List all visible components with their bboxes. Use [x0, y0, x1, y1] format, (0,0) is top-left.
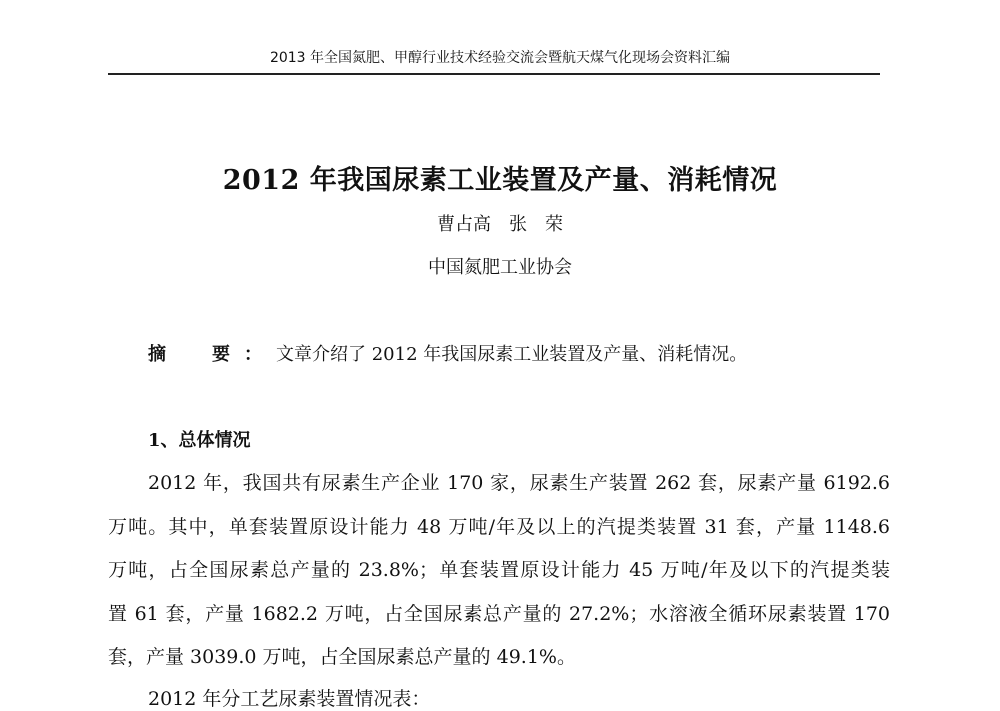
abstract: [148, 340, 747, 366]
paragraph-line: 置 61 套，产量 1682.2 万吨，占全国尿素总产量的 27.2%；水溶液全循环尿素装置 170: [108, 603, 890, 625]
paragraph-line: 套，产量 3039.0 万吨，占全国尿素总产量的 49.1%。: [108, 646, 576, 668]
paragraph-line: 2012 年，我国共有尿素生产企业 170 家，尿素生产装置 262 套，尿素产量 6192.6: [148, 472, 890, 494]
running-header: 2013 年全国氮肥、甲醇行业技术经验交流会暨航天煤气化现场会资料汇编: [269, 50, 731, 66]
table-caption: 2012 年分工艺尿素装置情况表：: [148, 688, 431, 710]
paragraph-line: 万吨。其中，单套装置原设计能力 48 万吨/年及以上的汽提类装置 31 套，产量 1148.6: [108, 516, 890, 538]
section-heading: 1、总体情况: [148, 430, 251, 451]
header-rule: [108, 73, 880, 75]
abstract-text: 文章介绍了 2012 年我国尿素工业装置及产量、消耗情况。: [276, 344, 748, 365]
abstract-label: 摘 要：: [148, 344, 276, 365]
document-title: 2012 年我国尿素工业装置及产量、消耗情况: [222, 165, 778, 196]
paragraph-line: 万吨，占全国尿素总产量的 23.8%；单套装置原设计能力 45 万吨/年及以下的汽提类装: [108, 559, 890, 581]
authors: 曹占高 张 荣: [437, 214, 563, 235]
organization: 中国氮肥工业协会: [428, 257, 572, 278]
